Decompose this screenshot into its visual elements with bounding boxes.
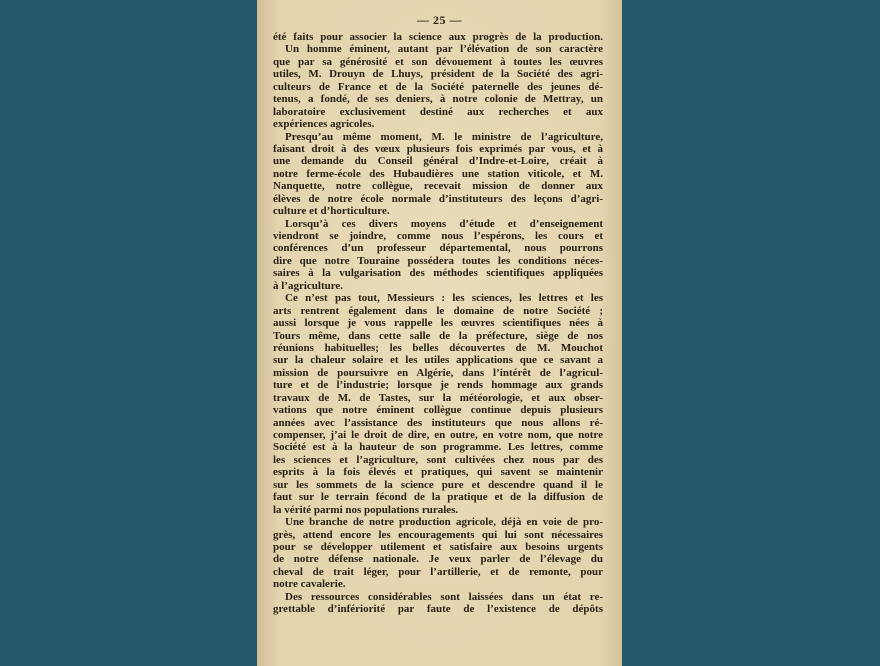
text-line: Ce n’est pas tout, Messieurs : les sciences, les lettres et les bbox=[285, 292, 603, 305]
page-number: — 25 — bbox=[417, 13, 462, 27]
text-line: Nanquette, notre collègue, recevait mission de donner aux bbox=[273, 180, 603, 193]
text-line: laboratoire exclusivement destiné aux recherches et aux bbox=[273, 105, 603, 118]
text-line: sur la chaleur solaire et les utiles applications que ce savant a bbox=[273, 354, 603, 367]
text-line: pour se développer utilement et satisfaire aux besoins urgents bbox=[273, 540, 603, 553]
text-line: Des ressources considérables sont laissées dans un état re- bbox=[285, 590, 603, 603]
text-line: élèves de notre école normale d’instituteurs des leçons d’agri- bbox=[273, 192, 603, 205]
text-line: notre ferme-école des Hubaudières une station viticole, et M. bbox=[273, 167, 603, 180]
text-line: les sciences et l’agriculture, sont cultivées chez nous par des bbox=[273, 453, 603, 466]
text-line: compenser, j’ai le droit de dire, en outre, en votre nom, que notre bbox=[273, 429, 603, 441]
text-line: saires à la vulgarisation des méthodes scientifiques appliquées bbox=[273, 267, 603, 280]
text-line: Société est à la hauteur de son programme. Les lettres, comme bbox=[273, 441, 603, 454]
document-page bbox=[257, 0, 622, 666]
text-line: faut sur le terrain fécond de la pratique et de la diffusion de bbox=[273, 491, 603, 504]
text-line: culteurs de France et de la Société paternelle des jeunes dé- bbox=[273, 80, 603, 93]
text-line: à l’agriculture. bbox=[273, 279, 344, 292]
text-line: culture et d’horticulture. bbox=[273, 205, 390, 218]
text-line: grettable d’infériorité par faute de l’existence de dépôts bbox=[273, 603, 603, 616]
paragraph bbox=[273, 43, 603, 130]
text-line: esprits à la fois élevés et pratiques, qui savent se maintenir bbox=[273, 466, 603, 479]
text-line: années avec l’assistance des instituteurs que nous allons ré- bbox=[273, 416, 603, 429]
text-line: une demande du Conseil général d’Indre-et-Loire, créait à bbox=[273, 155, 603, 168]
text-line: la vérité parmi nos populations rurales. bbox=[273, 503, 459, 516]
text-line: travaux de M. de Tastes, sur la météorologie, et aux obser- bbox=[273, 391, 603, 404]
text-line: expériences agricoles. bbox=[273, 118, 375, 131]
page-text bbox=[273, 31, 603, 616]
text-line: été faits pour associer la science aux progrès de la production. bbox=[273, 31, 603, 43]
text-line: sur les sommets de la science pure et descendre quand il le bbox=[273, 478, 603, 491]
paragraph bbox=[273, 218, 603, 293]
paragraph bbox=[273, 131, 603, 218]
text-line: ture et de l’industrie; lorsque je rends hommage aux grands bbox=[273, 379, 603, 392]
text-line: que par sa générosité et son dévouement à toutes les œuvres bbox=[273, 55, 603, 68]
paragraph bbox=[273, 591, 603, 616]
text-line: Lorsqu’à ces divers moyens d’étude et d’enseignement bbox=[285, 217, 603, 230]
text-line: arts rentrent également dans le domaine de notre Société ; bbox=[273, 304, 603, 317]
paragraph bbox=[273, 31, 603, 43]
text-line: Une branche de notre production agricole, déjà en voie de pro- bbox=[285, 516, 603, 529]
text-line: notre cavalerie. bbox=[273, 578, 346, 591]
text-line: mission de poursuivre en Algérie, dans l’intérêt de l’agricul- bbox=[273, 366, 603, 379]
text-line: de notre défense nationale. Je veux parler de l’élevage du bbox=[273, 553, 603, 566]
text-line: vations que notre éminent collègue continue depuis plusieurs bbox=[273, 404, 603, 417]
text-line: conférences d’un professeur départemental, nous pourrons bbox=[273, 242, 603, 255]
paragraph bbox=[273, 292, 603, 516]
paragraph bbox=[273, 516, 603, 591]
text-line: dire que notre Touraine possédera toutes les conditions néces- bbox=[273, 254, 603, 267]
text-line: faisant droit à des vœux plusieurs fois exprimés par vous, et à bbox=[273, 142, 603, 155]
text-line: viendront se joindre, comme nous l’espérons, les cours et bbox=[273, 230, 603, 242]
text-line: grès, attend encore les encouragements qui lui sont nécessaires bbox=[273, 528, 603, 541]
text-line: réunions habituelles; les belles découvertes de M. Mouchot bbox=[273, 341, 603, 354]
text-line: Presqu’au même moment, M. le ministre de l’agriculture, bbox=[285, 130, 603, 143]
text-line: cheval de trait léger, pour l’artillerie, et de remonte, pour bbox=[273, 565, 603, 578]
text-line: utiles, M. Drouyn de Lhuys, président de la Société des agri- bbox=[273, 68, 603, 81]
text-line: Tours même, dans cette salle de la préfecture, siège de nos bbox=[273, 329, 603, 342]
text-line: tenus, a fondé, de ses deniers, à notre colonie de Mettray, un bbox=[273, 93, 603, 106]
text-line: Un homme éminent, autant par l’élévation de son caractère bbox=[285, 43, 603, 56]
text-line: aussi lorsque je vous rappelle les œuvres scientifiques nées à bbox=[273, 317, 603, 330]
